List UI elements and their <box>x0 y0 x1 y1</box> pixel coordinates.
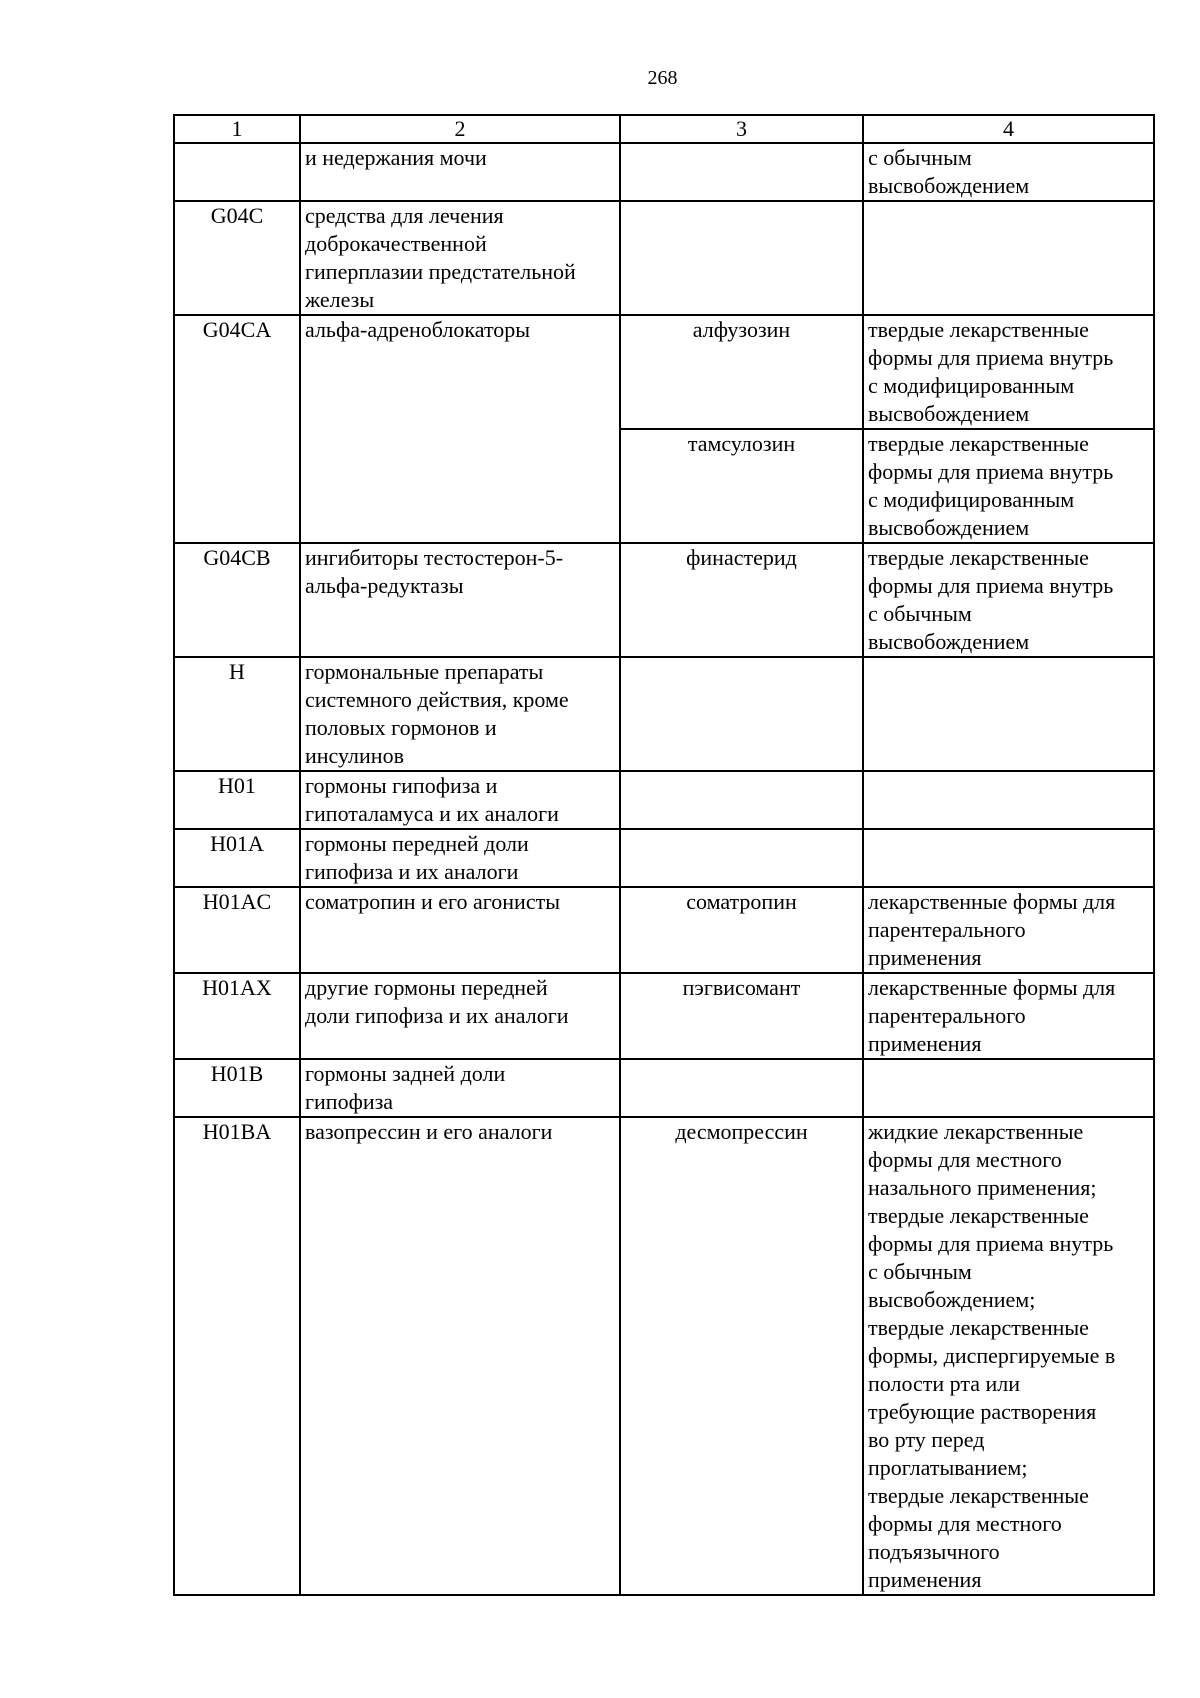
drug-name-cell <box>620 201 863 315</box>
dosage-form-cell <box>863 1117 1154 1595</box>
drug-name-cell <box>620 657 863 771</box>
dosage-form-line: с обычным <box>868 1259 972 1284</box>
drug-name-cell <box>620 771 863 829</box>
dosage-form-cell <box>863 429 1154 543</box>
group-name-line: доли гипофиза и их аналоги <box>305 1003 569 1028</box>
dosage-form-cell <box>863 657 1154 771</box>
drug-name-cell: алфузозин <box>620 315 863 429</box>
group-name-line: гипоталамуса и их аналоги <box>305 801 559 826</box>
anatomical-group-cell <box>300 543 620 657</box>
drug-name-cell <box>620 1059 863 1117</box>
group-name-line: альфа-редуктазы <box>305 573 464 598</box>
dosage-form-line: высвобождением <box>868 515 1030 540</box>
drug-name-cell <box>620 829 863 887</box>
dosage-form-line: формы для приема внутрь <box>868 459 1114 484</box>
dosage-form-line: с обычным <box>868 145 972 170</box>
dosage-form-line: с модифицированным <box>868 487 1075 512</box>
anatomical-group-cell <box>300 1117 620 1595</box>
dosage-form-line: формы для приема внутрь <box>868 345 1114 370</box>
drug-classification-table <box>173 114 1155 1596</box>
dosage-form-line: назального применения; <box>868 1175 1097 1200</box>
table-row <box>174 887 1154 973</box>
table-row <box>174 657 1154 771</box>
atc-code-cell: H <box>174 657 300 771</box>
anatomical-group-cell <box>300 973 620 1059</box>
dosage-form-cell <box>863 973 1154 1059</box>
group-name-line: ингибиторы тестостерон-5- <box>305 545 564 570</box>
dosage-form-cell <box>863 1059 1154 1117</box>
anatomical-group-cell <box>300 657 620 771</box>
atc-code-cell: H01AC <box>174 887 300 973</box>
dosage-form-line: твердые лекарственные <box>868 1483 1089 1508</box>
column-header-3: 3 <box>620 115 863 143</box>
column-header-2: 2 <box>300 115 620 143</box>
atc-code-cell: H01BA <box>174 1117 300 1595</box>
group-name-line: средства для лечения <box>305 203 504 228</box>
dosage-form-line: с обычным <box>868 601 972 626</box>
table-row <box>174 143 1154 201</box>
table-row <box>174 829 1154 887</box>
dosage-form-line: полости рта или <box>868 1371 1021 1396</box>
dosage-form-cell <box>863 143 1154 201</box>
group-name-line: другие гормоны передней <box>305 975 548 1000</box>
column-header-1: 1 <box>174 115 300 143</box>
group-name-line: доброкачественной <box>305 231 487 256</box>
dosage-form-line: твердые лекарственные <box>868 1203 1089 1228</box>
anatomical-group-cell <box>300 829 620 887</box>
atc-code-cell: H01AX <box>174 973 300 1059</box>
dosage-form-line: с модифицированным <box>868 373 1075 398</box>
group-name-line: инсулинов <box>305 743 404 768</box>
drug-name-cell: десмопрессин <box>620 1117 863 1595</box>
dosage-form-line: твердые лекарственные <box>868 431 1089 456</box>
group-name-line: альфа-адреноблокаторы <box>305 317 531 342</box>
group-name-line: железы <box>305 287 375 312</box>
dosage-form-line: высвобождением <box>868 629 1030 654</box>
atc-code-cell: H01B <box>174 1059 300 1117</box>
anatomical-group-cell <box>300 315 620 543</box>
dosage-form-line: формы, диспергируемые в <box>868 1343 1116 1368</box>
group-name-line: гипофиза <box>305 1089 394 1114</box>
group-name-line: половых гормонов и <box>305 715 497 740</box>
dosage-form-line: применения <box>868 1567 982 1592</box>
column-header-4: 4 <box>863 115 1154 143</box>
header-row <box>174 115 1154 143</box>
table-row <box>174 771 1154 829</box>
dosage-form-line: парентерального <box>868 917 1026 942</box>
atc-code-cell: H01A <box>174 829 300 887</box>
dosage-form-line: лекарственные формы для <box>868 975 1116 1000</box>
group-name-line: вазопрессин и его аналоги <box>305 1119 553 1144</box>
drug-name-cell: соматропин <box>620 887 863 973</box>
drug-name-cell: пэгвисомант <box>620 973 863 1059</box>
dosage-form-line: формы для местного <box>868 1511 1062 1536</box>
table-row <box>174 1117 1154 1595</box>
group-name-line: соматропин и его агонисты <box>305 889 560 914</box>
dosage-form-line: лекарственные формы для <box>868 889 1116 914</box>
dosage-form-line: высвобождением; <box>868 1287 1036 1312</box>
dosage-form-cell <box>863 829 1154 887</box>
dosage-form-cell <box>863 771 1154 829</box>
group-name-line: гормоны передней доли <box>305 831 529 856</box>
table-row <box>174 315 1154 429</box>
dosage-form-line: применения <box>868 1031 982 1056</box>
dosage-form-line: формы для приема внутрь <box>868 1231 1114 1256</box>
group-name-line: гормоны гипофиза и <box>305 773 498 798</box>
dosage-form-cell <box>863 201 1154 315</box>
dosage-form-cell <box>863 887 1154 973</box>
group-name-line: гипофиза и их аналоги <box>305 859 519 884</box>
dosage-form-line: твердые лекарственные <box>868 545 1089 570</box>
anatomical-group-cell <box>300 887 620 973</box>
drug-name-cell: тамсулозин <box>620 429 863 543</box>
group-name-line: гормональные препараты <box>305 659 544 684</box>
anatomical-group-cell <box>300 771 620 829</box>
atc-code-cell: G04C <box>174 201 300 315</box>
table-row <box>174 1059 1154 1117</box>
atc-code-cell <box>174 143 300 201</box>
dosage-form-line: требующие растворения <box>868 1399 1097 1424</box>
dosage-form-cell <box>863 543 1154 657</box>
page-number: 268 <box>647 67 678 89</box>
atc-code-cell: H01 <box>174 771 300 829</box>
table-row <box>174 543 1154 657</box>
dosage-form-line: парентерального <box>868 1003 1026 1028</box>
table-row <box>174 973 1154 1059</box>
dosage-form-cell <box>863 315 1154 429</box>
drug-name-cell <box>620 143 863 201</box>
dosage-form-line: формы для местного <box>868 1147 1062 1172</box>
dosage-form-line: твердые лекарственные <box>868 1315 1089 1340</box>
atc-code-cell: G04CB <box>174 543 300 657</box>
dosage-form-line: высвобождением <box>868 401 1030 426</box>
group-name-line: гормоны задней доли <box>305 1061 506 1086</box>
table-body <box>174 143 1154 1595</box>
atc-code-cell: G04CA <box>174 315 300 543</box>
dosage-form-line: применения <box>868 945 982 970</box>
dosage-form-line: твердые лекарственные <box>868 317 1089 342</box>
dosage-form-line: формы для приема внутрь <box>868 573 1114 598</box>
dosage-form-line: проглатыванием; <box>868 1455 1028 1480</box>
dosage-form-line: во рту перед <box>868 1427 985 1452</box>
anatomical-group-cell <box>300 1059 620 1117</box>
dosage-form-line: подъязычного <box>868 1539 1000 1564</box>
anatomical-group-cell <box>300 143 620 201</box>
group-name-line: и недержания мочи <box>305 145 487 170</box>
group-name-line: гиперплазии предстательной <box>305 259 576 284</box>
table-row <box>174 201 1154 315</box>
dosage-form-line: высвобождением <box>868 173 1030 198</box>
drug-name-cell: финастерид <box>620 543 863 657</box>
group-name-line: системного действия, кроме <box>305 687 569 712</box>
anatomical-group-cell <box>300 201 620 315</box>
table-header <box>174 115 1154 143</box>
dosage-form-line: жидкие лекарственные <box>868 1119 1084 1144</box>
